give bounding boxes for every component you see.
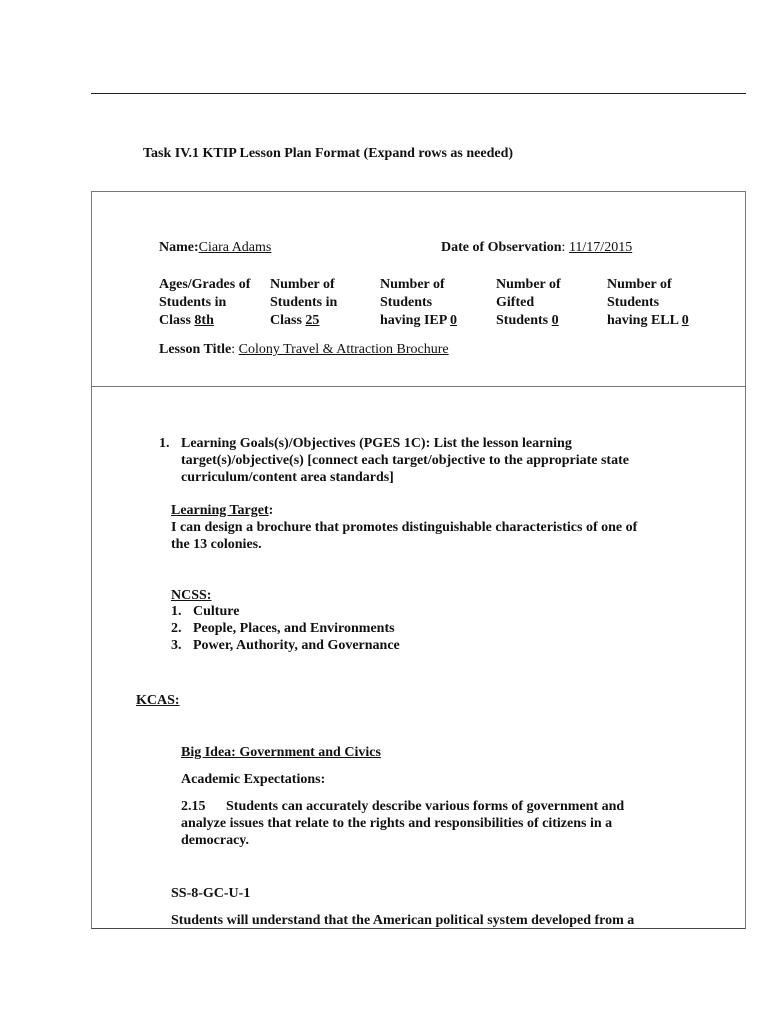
stat-grade-value[interactable]: 8th [194, 313, 214, 328]
academic-expectations-heading: Academic Expectations: [181, 772, 326, 787]
ncss-item-text: People, Places, and Environments [193, 621, 395, 636]
stat-gifted-line2: Gifted [496, 295, 535, 310]
ae-line1-row [181, 798, 624, 815]
ncss-label: NCSS: [171, 588, 212, 603]
stat-grade-line2: Students in [159, 295, 227, 310]
stat-ell [607, 276, 689, 330]
name-row [159, 240, 431, 256]
lesson-title-value[interactable] [239, 342, 634, 358]
page-title: Task IV.1 KTIP Lesson Plan Format (Expand rows as needed) [143, 146, 514, 161]
stat-class-line2: Students in [270, 295, 338, 310]
lesson-title-label: Lesson Title [159, 342, 232, 357]
stat-iep-line2: Students [380, 295, 433, 310]
goal-item-number: 1. [159, 436, 170, 451]
ae-line3: democracy. [181, 833, 250, 848]
stat-class-size [270, 276, 337, 330]
learning-target-label: Learning Target [171, 503, 269, 518]
kcas-label: KCAS: [136, 693, 180, 708]
standard-line1: Students will understand that the American political system developed from a [171, 913, 635, 928]
goal-item-line1: Learning Goals(s)/Objectives (PGES 1C): List the lesson learning [181, 436, 572, 451]
name-value[interactable] [199, 240, 431, 256]
stat-grade [159, 276, 250, 330]
stat-iep-line1: Number of [380, 277, 445, 292]
date-label: Date of Observation [441, 240, 562, 255]
stat-gifted-line1: Number of [496, 277, 561, 292]
goal-item-line3: curriculum/content area standards] [181, 470, 394, 485]
stat-iep [380, 276, 457, 330]
stat-ell-line2: Students [607, 295, 660, 310]
stat-grade-line1: Ages/Grades of [159, 277, 251, 292]
name-label: Name: [159, 240, 199, 255]
stat-gifted [496, 276, 561, 330]
stat-gifted-value[interactable]: 0 [551, 313, 559, 328]
ae-line2: analyze issues that relate to the rights and responsibilities of citizens in a [181, 816, 613, 831]
goal-item-line2: target(s)/objective(s) [connect each target/objective to the appropriate state [181, 453, 629, 468]
ncss-item-number: 3. [171, 638, 182, 653]
ncss-item [171, 604, 239, 620]
stat-class-line1: Number of [270, 277, 335, 292]
big-idea-heading: Big Idea: Government and Civics [181, 745, 381, 760]
date-row: Date of Observation: 11/17/2015 [441, 240, 633, 255]
stat-ell-value[interactable]: 0 [681, 313, 689, 328]
ncss-item [171, 621, 395, 637]
goal-item-1 [159, 435, 572, 452]
stat-iep-value[interactable]: 0 [450, 313, 458, 328]
stat-class-line3: Class [270, 313, 302, 328]
stat-grade-line3: Class [159, 313, 191, 328]
name-value-text: Ciara Adams [198, 240, 272, 255]
stat-ell-line1: Number of [607, 277, 672, 292]
ncss-item [171, 638, 400, 654]
ae-line1: Students can accurately describe various forms of government and [226, 799, 625, 814]
ncss-item-number: 2. [171, 621, 182, 636]
ae-number: 2.15 [181, 799, 206, 814]
ncss-item-text: Culture [193, 604, 240, 619]
stat-gifted-line3: Students [496, 313, 549, 328]
header-rule [91, 93, 746, 94]
ncss-item-number: 1. [171, 604, 182, 619]
learning-target-line2: the 13 colonies. [171, 537, 262, 552]
lesson-title-row: Lesson Title: Colony Travel & Attraction Brochure [159, 342, 634, 358]
stat-ell-line3: having ELL [607, 313, 679, 328]
stat-class-value[interactable]: 25 [305, 313, 320, 328]
ncss-item-text: Power, Authority, and Governance [193, 638, 400, 653]
date-value[interactable]: 11/17/2015 [568, 240, 633, 255]
standard-code: SS-8-GC-U-1 [171, 886, 251, 901]
stat-iep-line3: having IEP [380, 313, 447, 328]
lesson-title-value-text: Colony Travel & Attraction Brochure [238, 342, 449, 357]
learning-target-line1: I can design a brochure that promotes distinguishable characteristics of one of [171, 520, 638, 535]
learning-target-label-row: Learning Target: [171, 503, 274, 518]
